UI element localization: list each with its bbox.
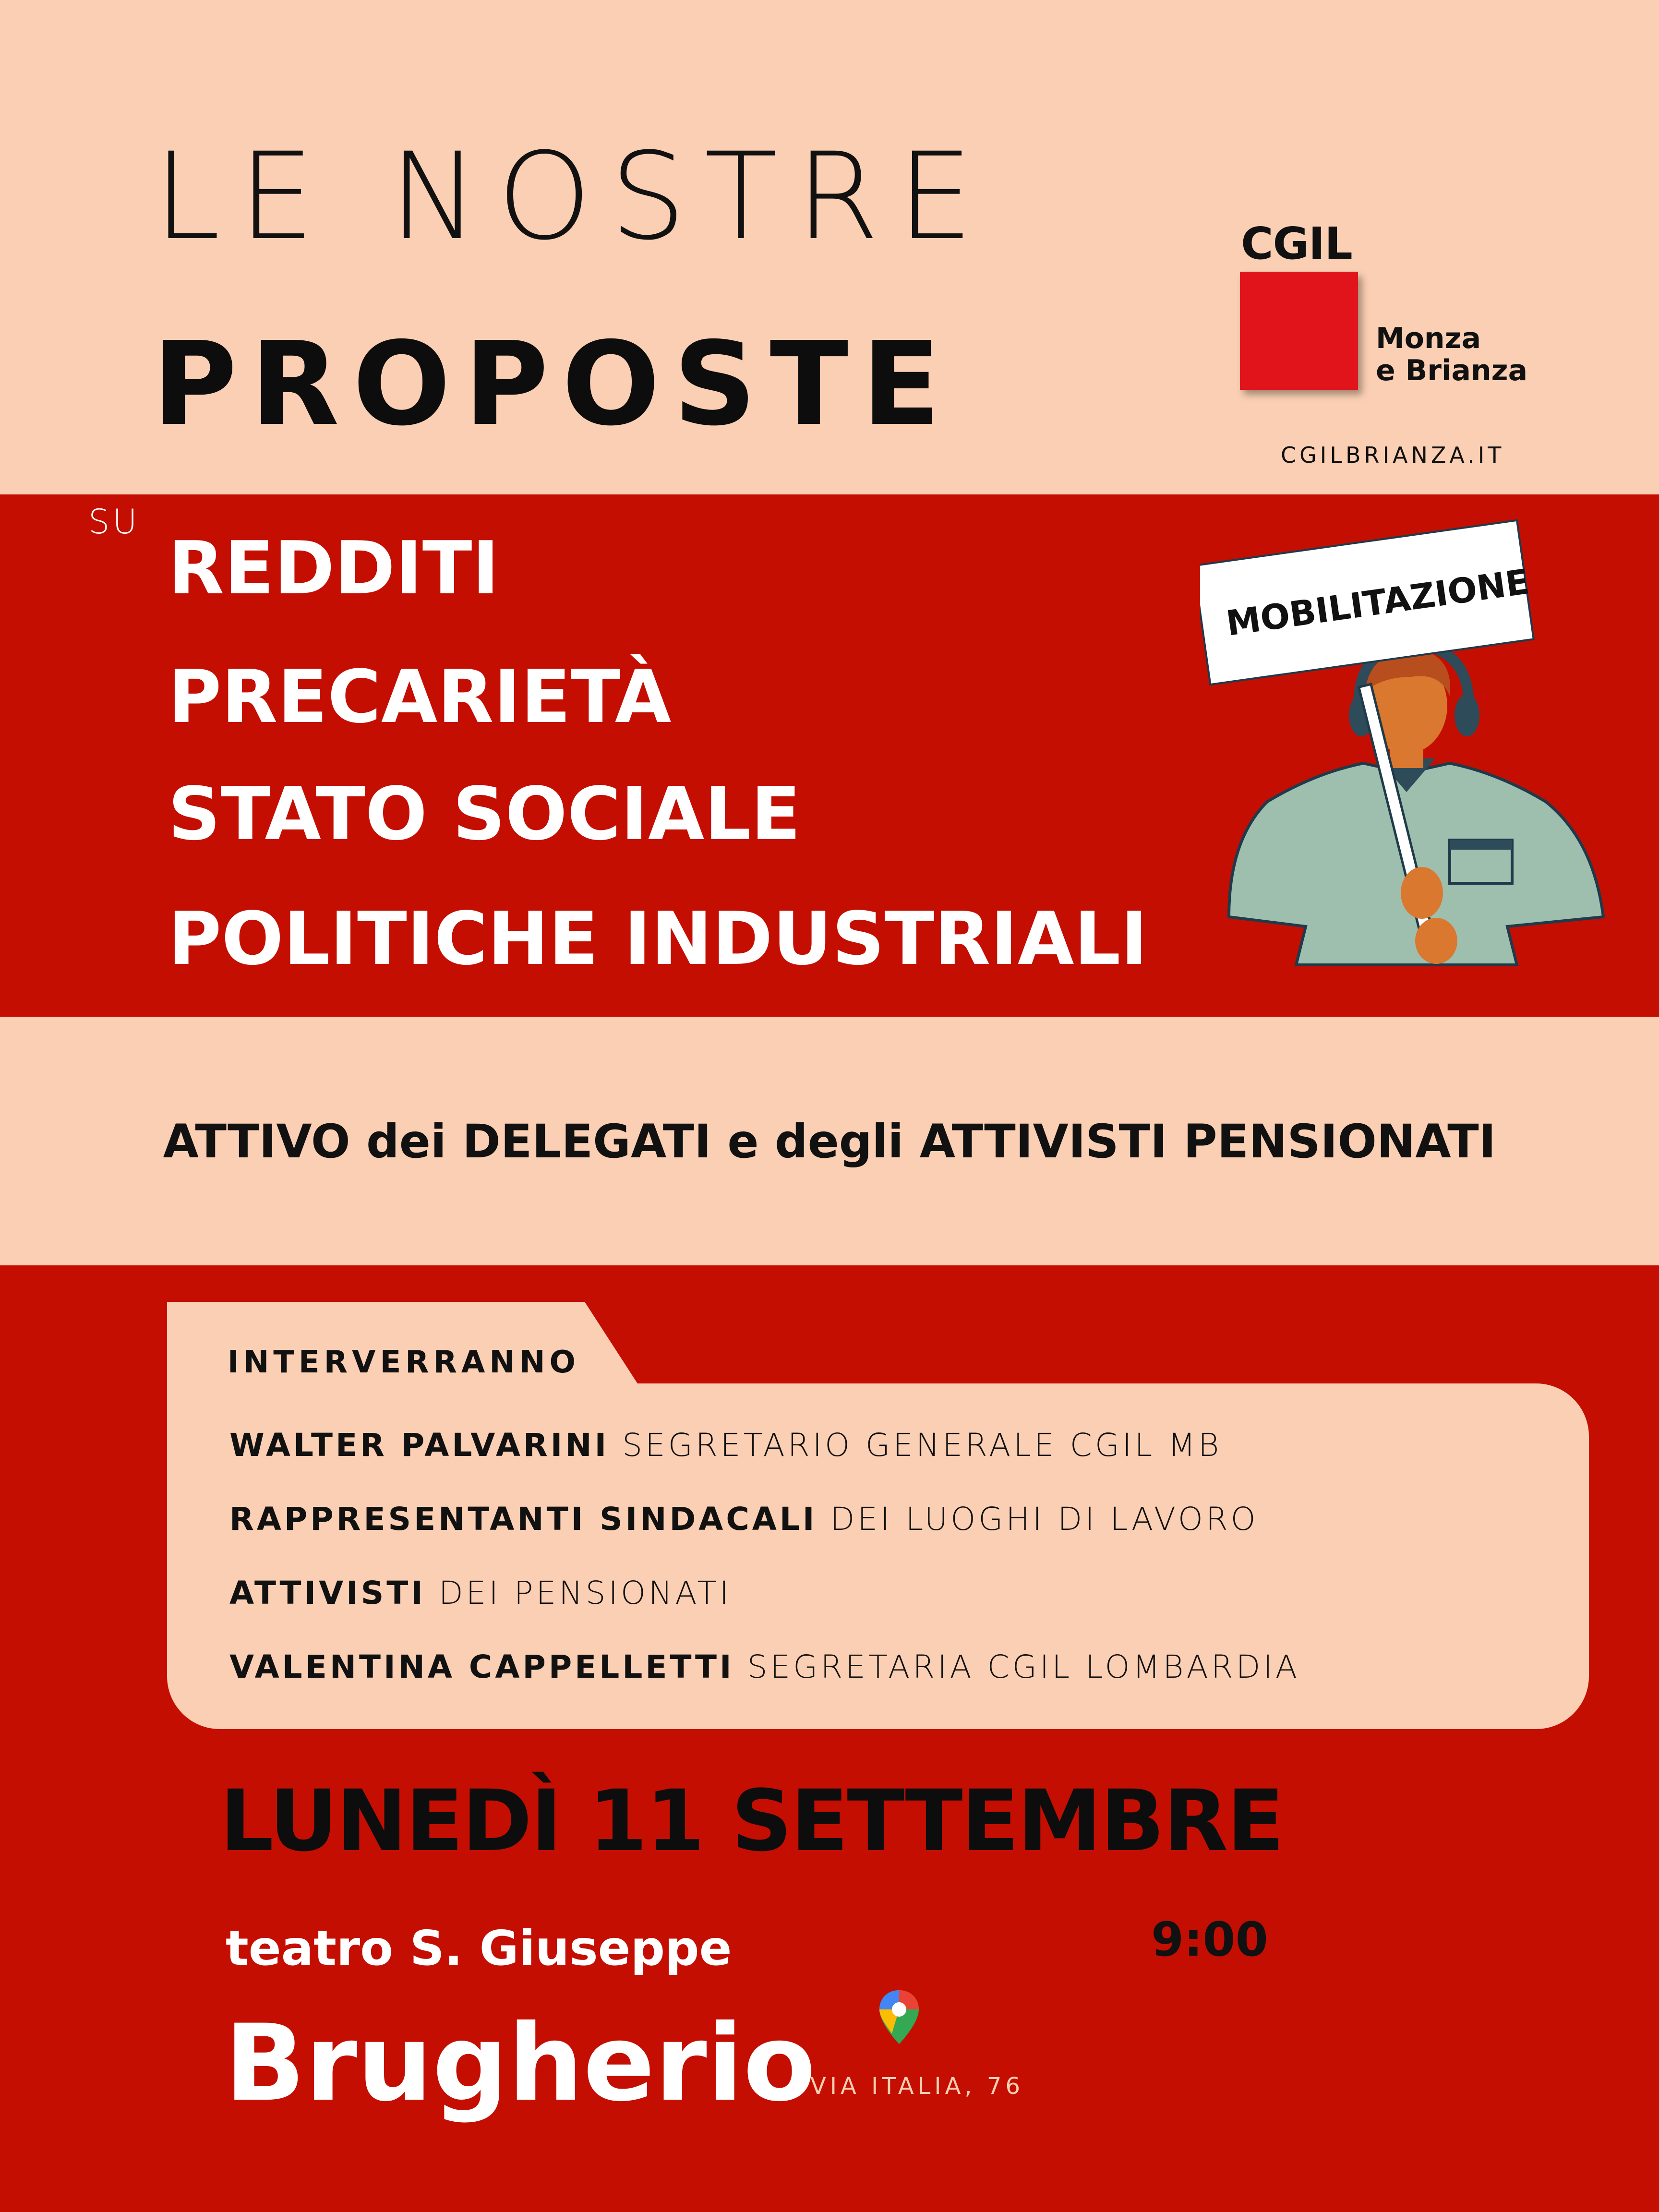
map-pin-icon[interactable] [878,1988,921,2046]
speakers-heading: INTERVERRANNO [228,1345,580,1380]
topic-item: PRECARIETÀ [168,654,672,739]
speaker-role: DEI LUOGHI DI LAVORO [830,1501,1259,1538]
speaker-role: SEGRETARIO GENERALE CGIL MB [622,1427,1222,1464]
speaker-row [229,1427,1222,1464]
logo-square-icon [1240,272,1358,390]
speaker-row [229,1501,1259,1538]
website-link[interactable]: CGILBRIANZA.IT [1281,442,1505,468]
logo-subtitle-line1: Monza [1376,322,1481,355]
topic-item: POLITICHE INDUSTRIALI [168,896,1148,981]
speaker-name: RAPPRESENTANTI SINDACALI [229,1501,817,1538]
topics-prefix: SU [88,502,140,541]
sign-text: MOBILITAZIONE [1224,561,1532,644]
topic-item: STATO SOCIALE [168,771,801,856]
event-address[interactable]: VIA ITALIA, 76 [810,2073,1024,2100]
event-date: LUNEDÌ 11 SETTEMBRE [220,1772,1283,1870]
speaker-name: VALENTINA CAPPELLETTI [229,1648,734,1685]
title-line-2: PROPOSTE [153,317,954,451]
speaker-row [229,1648,1300,1685]
event-time: 9:00 [1151,1912,1268,1967]
event-type: ATTIVO dei DELEGATI e degli ATTIVISTI PENSIONATI [163,1115,1496,1168]
event-venue: teatro S. Giuseppe [226,1920,732,1976]
logo-subtitle-line2: e Brianza [1376,354,1528,388]
logo-name: CGIL [1241,218,1352,269]
title-line-1: LE NOSTRE [154,127,992,266]
speaker-name: WALTER PALVARINI [229,1427,610,1464]
speaker-name: ATTIVISTI [229,1575,426,1611]
speaker-role: DEI PENSIONATI [438,1575,732,1611]
topic-item: REDDITI [168,526,500,611]
speaker-row [229,1575,732,1611]
event-city: Brugherio [225,2002,816,2125]
logo-subtitle [1376,323,1527,387]
speaker-role: SEGRETARIA CGIL LOMBARDIA [747,1648,1300,1685]
